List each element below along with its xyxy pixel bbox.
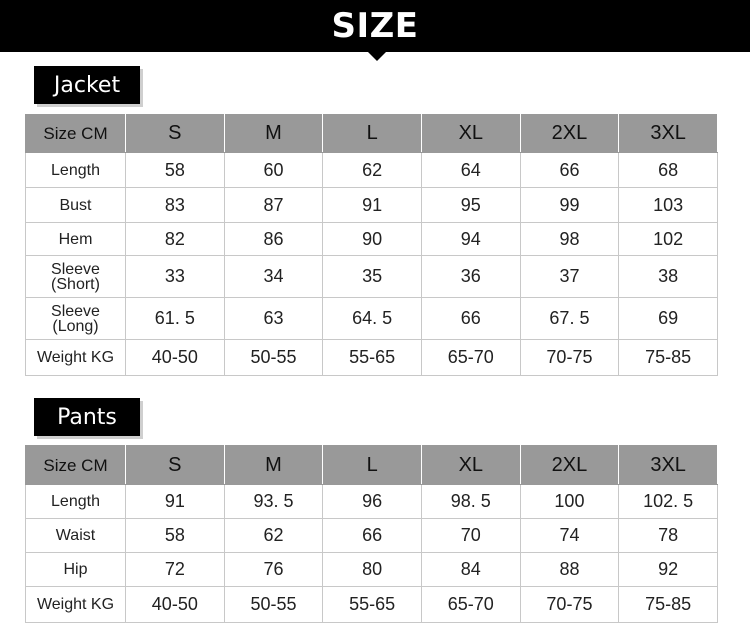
table-cell: 38 (619, 256, 718, 298)
table-cell: 95 (421, 188, 520, 223)
header-cell-m: M (224, 115, 323, 153)
table-row (26, 256, 718, 298)
table-cell: 58 (126, 519, 225, 553)
table-cell: 78 (619, 519, 718, 553)
table-cell: 55-65 (323, 587, 422, 623)
header-cell-3xl: 3XL (619, 446, 718, 485)
row-label-line1: Sleeve (51, 302, 100, 320)
table-row (26, 153, 718, 188)
table-cell: 84 (421, 553, 520, 587)
table-cell: 61. 5 (126, 298, 225, 340)
row-label: Waist (26, 519, 126, 553)
table-cell: 60 (224, 153, 323, 188)
row-label-line2: (Short) (51, 275, 100, 293)
table-cell: 102. 5 (619, 485, 718, 519)
header-cell-size-cm: Size CM (26, 115, 126, 153)
row-label: Bust (26, 188, 126, 223)
row-label: Length (26, 485, 126, 519)
table-cell: 69 (619, 298, 718, 340)
pants-label-text: Pants (57, 404, 117, 430)
table-cell: 74 (520, 519, 619, 553)
table-row (26, 587, 718, 623)
table-header-row (26, 115, 718, 153)
table-header-row (26, 446, 718, 485)
pants-section-label (34, 398, 140, 436)
jacket-label-text: Jacket (53, 72, 121, 98)
table-cell: 98. 5 (421, 485, 520, 519)
table-cell: 82 (126, 223, 225, 256)
header-cell-3xl: 3XL (619, 115, 718, 153)
jacket-section-label (34, 66, 140, 104)
table-cell: 96 (323, 485, 422, 519)
table-cell: 40-50 (126, 587, 225, 623)
header-cell-s: S (126, 446, 225, 485)
size-banner (0, 0, 750, 52)
table-cell: 34 (224, 256, 323, 298)
table-cell: 35 (323, 256, 422, 298)
table-cell: 99 (520, 188, 619, 223)
row-label: Weight KG (26, 587, 126, 623)
jacket-size-table (25, 114, 718, 376)
row-label: Hem (26, 223, 126, 256)
table-cell: 91 (126, 485, 225, 519)
table-cell: 103 (619, 188, 718, 223)
table-cell: 72 (126, 553, 225, 587)
table-cell: 98 (520, 223, 619, 256)
table-cell: 36 (421, 256, 520, 298)
table-cell: 62 (323, 153, 422, 188)
table-cell: 70-75 (520, 587, 619, 623)
pants-size-table (25, 445, 718, 623)
table-cell: 64. 5 (323, 298, 422, 340)
table-cell: 63 (224, 298, 323, 340)
table-cell: 90 (323, 223, 422, 256)
header-cell-m: M (224, 446, 323, 485)
row-label: Hip (26, 553, 126, 587)
header-cell-s: S (126, 115, 225, 153)
row-label-line2: (Long) (52, 317, 99, 335)
table-row (26, 485, 718, 519)
row-label (26, 256, 126, 298)
banner-title: SIZE (331, 6, 419, 46)
table-cell: 65-70 (421, 340, 520, 376)
row-label-line1: Sleeve (51, 260, 100, 278)
header-cell-xl: XL (421, 446, 520, 485)
table-cell: 87 (224, 188, 323, 223)
header-cell-l: L (323, 115, 422, 153)
table-cell: 102 (619, 223, 718, 256)
table-cell: 50-55 (224, 587, 323, 623)
table-cell: 93. 5 (224, 485, 323, 519)
table-cell: 75-85 (619, 587, 718, 623)
table-cell: 50-55 (224, 340, 323, 376)
table-cell: 58 (126, 153, 225, 188)
table-cell: 86 (224, 223, 323, 256)
header-cell-2xl: 2XL (520, 115, 619, 153)
table-cell: 88 (520, 553, 619, 587)
header-cell-xl: XL (421, 115, 520, 153)
table-cell: 91 (323, 188, 422, 223)
table-cell: 94 (421, 223, 520, 256)
row-label (26, 298, 126, 340)
table-cell: 66 (520, 153, 619, 188)
row-label: Weight KG (26, 340, 126, 376)
table-row (26, 188, 718, 223)
table-cell: 66 (323, 519, 422, 553)
table-cell: 76 (224, 553, 323, 587)
row-label: Length (26, 153, 126, 188)
table-cell: 64 (421, 153, 520, 188)
table-cell: 83 (126, 188, 225, 223)
table-cell: 70-75 (520, 340, 619, 376)
table-row (26, 553, 718, 587)
header-cell-l: L (323, 446, 422, 485)
table-cell: 55-65 (323, 340, 422, 376)
table-cell: 67. 5 (520, 298, 619, 340)
table-cell: 70 (421, 519, 520, 553)
table-cell: 65-70 (421, 587, 520, 623)
table-row (26, 223, 718, 256)
table-cell: 80 (323, 553, 422, 587)
table-cell: 62 (224, 519, 323, 553)
table-row (26, 519, 718, 553)
table-row (26, 298, 718, 340)
header-cell-size-cm: Size CM (26, 446, 126, 485)
table-cell: 100 (520, 485, 619, 519)
table-cell: 75-85 (619, 340, 718, 376)
table-cell: 40-50 (126, 340, 225, 376)
header-cell-2xl: 2XL (520, 446, 619, 485)
table-cell: 92 (619, 553, 718, 587)
table-row (26, 340, 718, 376)
table-cell: 33 (126, 256, 225, 298)
table-cell: 66 (421, 298, 520, 340)
table-cell: 37 (520, 256, 619, 298)
banner-notch (368, 52, 386, 61)
table-cell: 68 (619, 153, 718, 188)
